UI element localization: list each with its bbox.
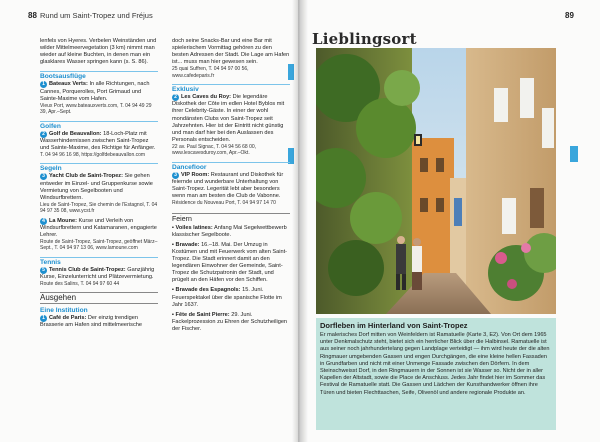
map-number-badge: 3 (40, 173, 47, 180)
entry-name: Golf de Beauvallon: (49, 130, 102, 137)
bullet-icon: ▪ (172, 287, 176, 294)
feiern-item-name: Bravade: (175, 241, 200, 248)
left-column-1 (40, 38, 158, 332)
entry-name: Bateaux Verts: (49, 81, 88, 88)
entry-contact: T. 04 94 96 16 98, https://golfdebeauvallon.com (40, 151, 146, 158)
entry-name: Les Caves du Roy: (181, 94, 232, 101)
bullet-icon: ▪ (172, 311, 176, 318)
map-number-badge: 1 (40, 315, 47, 322)
running-head: Rund um Saint-Tropez und Fréjus (40, 11, 153, 20)
entry-golf (40, 131, 158, 159)
entry-contact: Lieu de Saint-Tropez, Sie chemin de l'Estagnol, T. 04 94 97 35 08, www.ycst.fr (40, 201, 158, 215)
feiern-item (172, 242, 290, 285)
entry-contact: Route de Saint-Tropez, Saint-Tropez, geöffnet März–Sept., T. 04 94 97 13 06, www.lamoune.com (40, 238, 158, 252)
entry-text: Kurse und Verleih von Windsurfbrettern und Katamaranen, engagierte Lehrer. (40, 217, 157, 238)
map-number-badge: 2 (40, 131, 47, 138)
section-title-golf: Golfen (40, 121, 158, 130)
entry-vip-room (172, 172, 290, 207)
entry-text: Restaurant und Diskothek für feiernde und wunderbare Unterhaltung von Saint-Tropez. Legerität lebt aber besonders wenn man am besten die Club de Vabonne. (172, 171, 284, 200)
feiern-item-text: Anfang Mai Segelwettbewerb klassischer Segelboote. (172, 224, 287, 238)
thumb-tab-right (570, 146, 578, 162)
entry-name: Tennis Club de Saint-Tropez: (49, 266, 126, 273)
entry-text: Ganzjährig Kurse, Einzelunterricht und Plätzevermietung. (40, 266, 155, 280)
entry-la-moune (40, 218, 158, 252)
entry-text: In alle Richtungen, nach Cannes, Porquerolles, Port Grimaud und Sainte-Maxime vom Hafen. (40, 81, 150, 102)
feiern-title: Feiern (172, 215, 192, 223)
entry-name: La Moune: (49, 217, 77, 224)
feiern-item (172, 312, 290, 333)
feiern-item (172, 287, 290, 308)
page-number-left: 88 (28, 11, 37, 20)
entry-text: Die legendäre Diskothek der Côte im edlen Hotel Byblos mit ihrer Celebrity-Gäste. In einer der wohl mondänsten Clubs von Saint-Tropez seit Jahrzehnten. Hier ist der Eintritt nicht günstig und man darf hier bei den Auslassen des Personals entscheiden. (172, 94, 285, 143)
entry-text: Sie gehen entweder im Einzel- und Gruppenkurse sowie Vermietung von Segelbooten und Windsurfbrettern. (40, 173, 153, 201)
caption-title: Dorfleben im Hinterland von Saint-Tropez (320, 321, 468, 330)
feiern-item-name: Bravade des Espagnols: (175, 287, 241, 294)
entry-name: Café de Paris: (49, 314, 87, 321)
caption-box (316, 318, 556, 430)
caption-text: Er malerisches Dorf mitten von Weinfeldern ist Ramatuelle (Karte 3, E2). Von Ort dem 1965 unter Denkmalschutz steht, bietet sich ein herrlicher Blick über die Halbinsel. Ramatuelle ist aus seiner noch jahrhundertelang gegen Landplage verteidigt — ihm wird heute der die alten Ringmauer umgebenden Gassen und engen Durchgängen, die eine kleine hellen Fassaden in Grundfarben und nicht mit einer Unmenge Fassade zwischen den Dörfern. In dem Steinschweisst Dorf, in den Ringmauern in der Sonnen ist sie Wasser so. Nicht der in aller Kapellen der Altstadt, sowie die Place de Anschluss. Jedes Jahr findet hier im Sommer das Festival de Ramatuelle statt. Die Gassen und Lädchen der Kunsthandwerker öffnen ihre Türen und bieten Flechttaschen, Seife, Olivenöl und andere regionale Produkte an. (320, 332, 550, 396)
map-number-badge: 1 (40, 81, 47, 88)
entry-contact: Route des Salins, T. 04 94 97 60 44 (40, 281, 120, 287)
section-title-dancefloor: Dancefloor (172, 162, 290, 171)
entry-contact: 22 av. Paul Signac, T. 04 94 56 68 00, www.lescavesduroy.com, Apr.–Okt. (172, 143, 257, 157)
feiern-item-text: 16.–18. Mai. Der Umzug in Kostümen und mit Feuerwerk vom alten Saint-Tropez. Die Stadt erinnert damit an den legendären Einwohner der Gemeinde, Saint-Tropez die Schutzpatronin der Stadt, und prügelt an den Häfen vor den Schiffen. (172, 241, 288, 284)
section-title-institution: Eine Institution (40, 306, 88, 314)
heading-ausgehen: Ausgehen (40, 292, 158, 303)
entry-name: Yacht Club de Saint-Tropez: (49, 173, 123, 180)
section-title-exklusiv: Exklusiv (172, 84, 290, 93)
map-number-badge: 5 (40, 267, 47, 274)
entry-yacht-club (40, 173, 158, 214)
feiern-box (172, 213, 290, 333)
feiern-item-name: Fête de Saint Pierre: (175, 311, 230, 318)
col1-intro: lenfels von Hyeres. Verbelen Weinständen und wilder Mittelmeervegetation (3 km) nimmt man wieder auf kleine Buchten, in denen man ein glasklares Wasser springen kann (s. S. 86). (40, 38, 157, 66)
map-number-badge: 2 (172, 94, 179, 101)
entry-name: VIP Room: (181, 171, 210, 178)
entry-text: 18-Loch-Platz mit Wasserhindernissen zwischen Saint-Tropez und Sainte-Maxime, des Richtige für Anfänger. (40, 130, 156, 151)
page-number-right: 89 (565, 11, 574, 20)
section-title-sailing: Segeln (40, 163, 158, 172)
feiern-item (172, 225, 290, 239)
col2-intro-contact: 25 quai Suffren, T. 04 94 97 00 56, www.cafedeparis.fr (172, 66, 249, 79)
feiern-item-text: 29. Juni. Fackelprozession zu Ehren der Schutzheiligen der Fischer. (172, 311, 288, 332)
entry-text: Der einzig trendigen Brasserie am Hafen sind mittelmeerische (40, 314, 142, 328)
feiern-item-text: 15. Juni. Feuerspektakel über die spanische Flotte im Jahr 1637. (172, 287, 282, 308)
feiern-item-name: Voiles latines: (175, 224, 213, 231)
entry-caves-du-roy (172, 94, 290, 156)
col2-intro (172, 38, 290, 79)
entry-cafe-de-paris (40, 315, 158, 329)
bullet-icon: ▪ (172, 241, 176, 248)
col2-intro-text: doch seine Snacks-Bar und eine Bar mit spielerischem Vormittag gehören zu den besten Adressen der Stadt. Die Lage am Hafen ist... muss man hier gewesen sein. (172, 38, 290, 66)
lieblingsort-title: Lieblingsort (312, 30, 417, 48)
entry-contact: Vieux Port, www.bateauxverts.com, T. 04 94 49 29 39, Apr.–Sept. (40, 102, 152, 116)
section-title-boats: Bootsausflüge (40, 71, 158, 80)
left-page (0, 0, 299, 442)
map-number-badge: 4 (40, 218, 47, 225)
bullet-icon: ▪ (172, 224, 176, 231)
entry-contact: Résidence du Nouveau Port, T. 04 94 97 14 70 (172, 200, 276, 207)
entry-tennis (40, 267, 158, 288)
section-title-tennis: Tennis (40, 257, 158, 266)
entry-boats (40, 81, 158, 115)
map-number-badge: 3 (172, 172, 179, 179)
left-column-2 (172, 38, 290, 336)
village-alley-photo (316, 48, 556, 314)
